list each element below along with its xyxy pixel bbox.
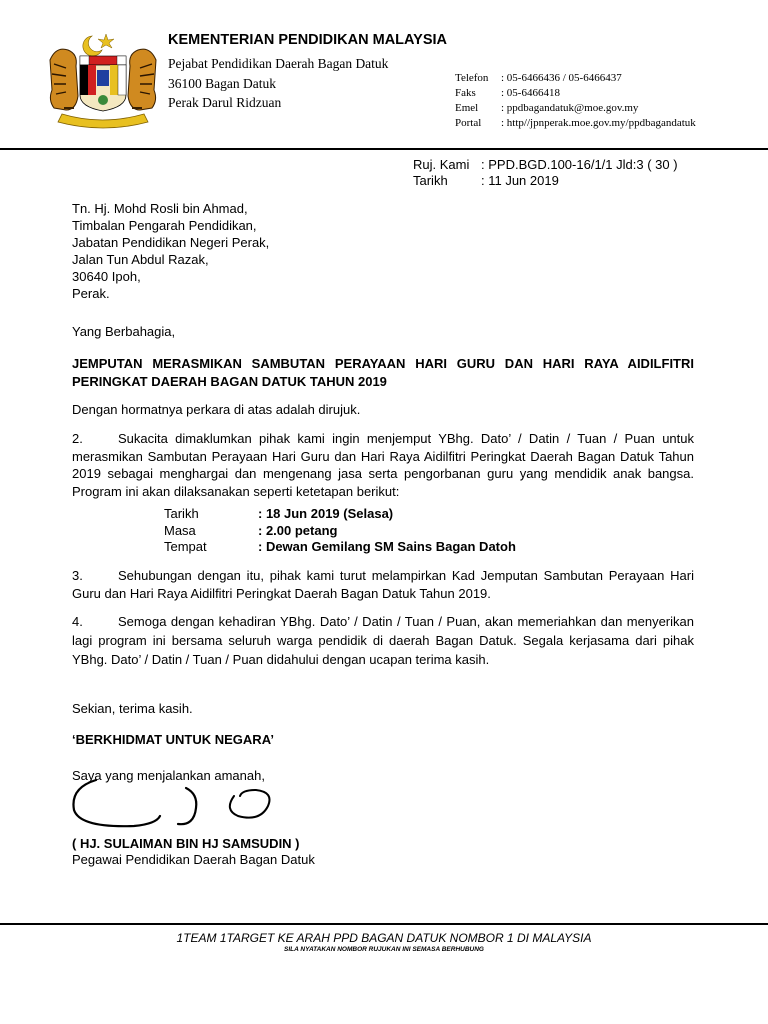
detail-value: : 18 Jun 2019 (Selasa) bbox=[258, 506, 394, 521]
reference-value: : PPD.BGD.100-16/1/1 Jld:3 ( 30 ) bbox=[481, 157, 678, 172]
contact-label: Faks bbox=[455, 87, 476, 99]
event-time-row bbox=[164, 523, 516, 540]
recipient-line: Jalan Tun Abdul Razak, bbox=[72, 252, 209, 267]
contact-label: Portal bbox=[455, 117, 482, 129]
contact-phone bbox=[455, 72, 622, 84]
header-divider bbox=[0, 148, 768, 150]
contact-value: : ppdbagandatuk@moe.gov.my bbox=[501, 102, 639, 114]
paragraph-4 bbox=[72, 612, 694, 669]
signatory-name: ( HJ. SULAIMAN BIN HJ SAMSUDIN ) bbox=[72, 836, 300, 851]
paragraph-text: Sehubungan dengan itu, pihak kami turut melampirkan Kad Jemputan Sambutan Perayaan Hari Guru dan Hari Raya Aidilfitri Peringkat Daerah Bagan Datuk Tahun 2019. bbox=[72, 568, 694, 601]
date-value: : 11 Jun 2019 bbox=[481, 173, 559, 188]
event-venue-row bbox=[164, 539, 516, 556]
coat-of-arms-icon bbox=[44, 30, 162, 130]
ministry-name: KEMENTERIAN PENDIDIKAN MALAYSIA bbox=[168, 32, 448, 48]
recipient-line: Perak. bbox=[72, 286, 110, 301]
signatory-position: Pegawai Pendidikan Daerah Bagan Datuk bbox=[72, 852, 315, 867]
office-postcode: 36100 Bagan Datuk bbox=[168, 76, 276, 91]
recipient-line: Timbalan Pengarah Pendidikan, bbox=[72, 218, 257, 233]
office-state: Perak Darul Ridzuan bbox=[168, 95, 282, 110]
contact-email bbox=[455, 102, 638, 114]
event-date-row bbox=[164, 506, 516, 523]
opening-line: Dengan hormatnya perkara di atas adalah dirujuk. bbox=[72, 402, 361, 417]
detail-value: : Dewan Gemilang SM Sains Bagan Datoh bbox=[258, 539, 516, 554]
footer-motto: 1TEAM 1TARGET KE ARAH PPD BAGAN DATUK NOMBOR 1 DI MALAYSIA bbox=[176, 931, 592, 945]
contact-portal bbox=[455, 117, 696, 129]
recipient-line: 30640 Ipoh, bbox=[72, 269, 141, 284]
date-label: Tarikh bbox=[413, 173, 448, 188]
paragraph-2 bbox=[72, 430, 694, 500]
recipient-line: Tn. Hj. Mohd Rosli bin Ahmad, bbox=[72, 201, 248, 216]
recipient-line: Jabatan Pendidikan Negeri Perak, bbox=[72, 235, 270, 250]
signature-icon bbox=[66, 770, 276, 832]
detail-label: Tarikh bbox=[164, 506, 199, 521]
detail-label: Tempat bbox=[164, 539, 207, 554]
letter-date bbox=[413, 173, 559, 188]
paragraph-number: 2. bbox=[72, 431, 83, 446]
paragraph-number: 4. bbox=[72, 614, 83, 629]
detail-label: Masa bbox=[164, 522, 196, 538]
recipient-address bbox=[72, 200, 269, 302]
slogan: ‘BERKHIDMAT UNTUK NEGARA’ bbox=[72, 732, 274, 747]
closing-line: Sekian, terima kasih. bbox=[72, 701, 193, 716]
office-name: Pejabat Pendidikan Daerah Bagan Datuk bbox=[168, 56, 389, 71]
contact-label: Telefon bbox=[455, 72, 489, 84]
trust-line: Saya yang menjalankan amanah, bbox=[72, 768, 265, 783]
paragraph-number: 3. bbox=[72, 568, 83, 583]
reference-number bbox=[413, 157, 678, 172]
letter-subject: JEMPUTAN MERASMIKAN SAMBUTAN PERAYAAN HARI GURU DAN HARI RAYA AIDILFITRI PERINGKAT DAERAH BAGAN DATUK TAHUN 2019 bbox=[72, 356, 694, 389]
paragraph-3 bbox=[72, 567, 694, 602]
paragraph-text: Sukacita dimaklumkan pihak kami ingin menjemput YBhg. Dato’ / Datin / Tuan / Puan untuk merasmikan Sambutan Perayaan Hari Guru dan Hari Raya Aidilfitri Peringkat Daerah Bagan Datuk Tahun 2019 sebagai menghargai dan mengenang jasa serta pengorbanan guru yang mendidik anak bangsa. Program ini akan dilaksanakan seperti ketetapan berikut: bbox=[72, 431, 694, 499]
contact-fax bbox=[455, 87, 560, 99]
salutation: Yang Berbahagia, bbox=[72, 324, 176, 339]
footer-note: SILA NYATAKAN NOMBOR RUJUKAN INI SEMASA BERHUBUNG bbox=[284, 946, 484, 953]
contact-value: : 05-6466436 / 05-6466437 bbox=[501, 72, 622, 84]
paragraph-text: Semoga dengan kehadiran YBhg. Dato’ / Datin / Tuan / Puan, akan memeriahkan dan menyerikan lagi program ini bersama seluruh warga pendidik di daerah Bagan Datuk. Segala kerjasama dari pihak YBhg. Dato’ / Datin / Tuan / Puan didahului dengan ucapan terima kasih. bbox=[72, 614, 694, 667]
detail-value: : 2.00 petang bbox=[258, 522, 338, 538]
contact-value: : http//jpnperak.moe.gov.my/ppdbagandatuk bbox=[501, 117, 696, 129]
contact-value: : 05-6466418 bbox=[501, 87, 560, 99]
reference-label: Ruj. Kami bbox=[413, 157, 470, 172]
event-details bbox=[164, 506, 516, 556]
contact-label: Emel bbox=[455, 102, 479, 114]
footer-divider bbox=[0, 923, 768, 925]
